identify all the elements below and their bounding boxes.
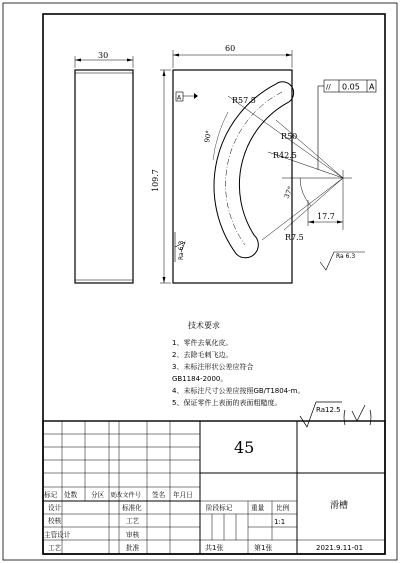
tolerance-datum: A (369, 82, 375, 92)
roughness-right-label: Ra 6.3 (336, 253, 356, 260)
technical-notes (172, 320, 304, 407)
drawing-date: 2021.9.11-01 (316, 544, 364, 552)
dim-width-side: 30 (98, 51, 109, 60)
sheet-number: 第1张 (254, 544, 273, 552)
role-approve: 批准 (126, 544, 140, 552)
dim-width-front: 60 (225, 44, 236, 53)
dim-r-outer: R57.5 (232, 96, 256, 105)
role-design: 设计 (48, 504, 62, 512)
title-block (43, 421, 385, 554)
notes-title: 技术要求 (188, 321, 220, 330)
note-line: 1、零件去氧化皮。 (172, 339, 233, 347)
hdr-weight: 重量 (251, 504, 265, 512)
role-chief: 主管设计 (44, 531, 71, 539)
hdr-count: 处数 (64, 491, 78, 499)
side-view (75, 56, 133, 283)
role-check: 校核 (48, 517, 62, 525)
hdr-zone: 分区 (91, 491, 105, 499)
hdr-stage: 阶段标记 (206, 504, 233, 512)
note-line: 4、未标注尺寸公差应按照GB/T1804-m。 (172, 387, 305, 395)
role-std: 标准化 (122, 504, 142, 512)
note-line: 3、未标注形状公差应符合 (172, 363, 254, 371)
dim-r-mid: R50 (281, 132, 298, 141)
note-line: 5、保证零件上表面的表面粗糙度。 (172, 399, 282, 407)
hdr-scale: 比例 (276, 504, 290, 512)
hdr-sign: 签名 (152, 491, 166, 499)
roughness-left-label: Ra 6.3 (178, 240, 185, 260)
role-process: 工艺 (126, 517, 140, 525)
note-line: 2、去除毛刺飞边。 (172, 351, 233, 359)
tolerance-value: 0.05 (342, 82, 360, 92)
tolerance-frame (318, 80, 376, 170)
sheet-total: 共1张 (205, 544, 224, 552)
front-view (160, 50, 352, 283)
part-number: 45 (234, 438, 255, 457)
dim-r-inner: R42.5 (273, 151, 297, 160)
dim-r-end: R7.5 (285, 233, 304, 242)
dim-angle-total: 90° (203, 129, 214, 144)
hdr-mark: 标记 (44, 491, 58, 499)
part-name: 滑槽 (330, 501, 349, 511)
note-line: GB1184-2000。 (172, 375, 228, 383)
dim-offset: 17.7 (317, 212, 335, 221)
scale-value: 1:1 (274, 518, 286, 526)
hdr-doc: 更改文件号 (110, 492, 141, 499)
dim-angle-part: 37° (282, 185, 296, 200)
role-process-left: 工艺 (48, 544, 62, 552)
role-review: 审核 (126, 531, 140, 539)
hdr-ymd: 年月日 (173, 491, 193, 499)
datum-letter: A (177, 94, 182, 102)
roughness-general-label: Ra12.5 (316, 406, 341, 414)
dim-height: 109.7 (151, 169, 160, 192)
tolerance-symbol: // (326, 83, 331, 91)
